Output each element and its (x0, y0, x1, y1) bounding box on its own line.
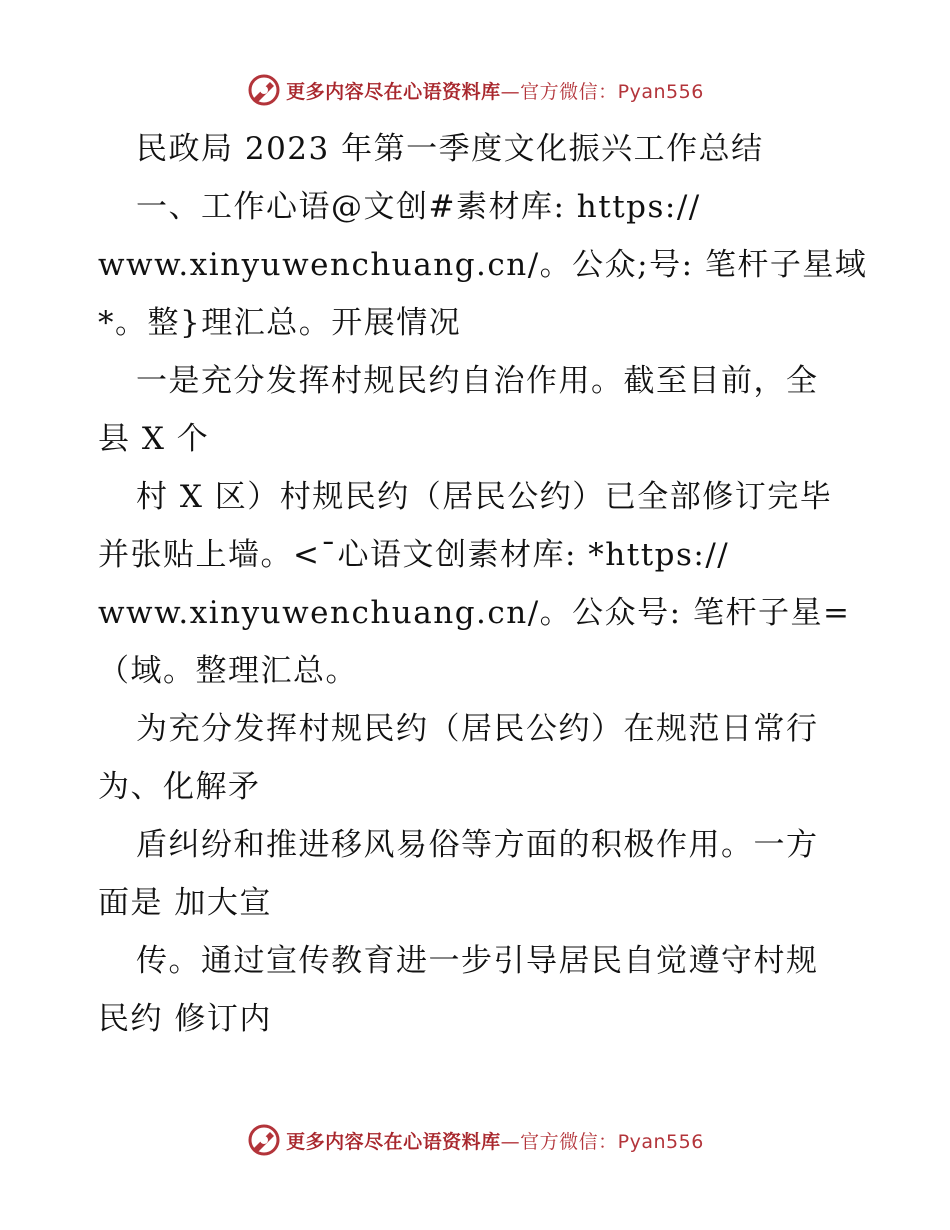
text-line: 一是充分发挥村规民约自治作用。截至目前，全 (136, 363, 819, 399)
text-line: （域。整理汇总。 (98, 653, 358, 689)
banner-brand: 更多内容尽在心语资料库 (286, 80, 501, 103)
banner-text (286, 77, 704, 104)
text-line: 并张贴上墙。<¯心语文创素材库: *https:// (98, 537, 730, 573)
text-line: 村 X 区）村规民约（居民公约）已全部修订完毕 (136, 479, 833, 515)
text-line: www.xinyuwenchuang.cn/。公众;号: 笔杆子星域 (98, 247, 868, 283)
banner-text (286, 1127, 704, 1154)
text-line: 民约 修订内 (98, 1001, 272, 1037)
text-line: *。整}理汇总。开展情况 (98, 305, 462, 341)
pen-logo-icon (246, 1122, 282, 1158)
header-banner (0, 68, 950, 112)
text-line: www.xinyuwenchuang.cn/。公众号: 笔杆子星= (98, 595, 851, 631)
document-body (98, 120, 868, 1048)
text-line: 为、化解矛 (98, 769, 261, 805)
text-line: 传。通过宣传教育进一步引导居民自觉遵守村规 (136, 943, 819, 979)
banner-brand: 更多内容尽在心语资料库 (286, 1130, 501, 1153)
banner-contact: —官方微信：Pyan556 (500, 1130, 704, 1153)
text-line: 民政局 2023 年第一季度文化振兴工作总结 (136, 131, 764, 167)
text-line: 面是 加大宣 (98, 885, 272, 921)
text-line: 一、工作心语@文创#素材库: https:// (136, 189, 701, 225)
pen-logo-icon (246, 72, 282, 108)
text-line: 县 X 个 (98, 421, 210, 457)
footer-banner (0, 1118, 950, 1162)
text-line: 盾纠纷和推进移风易俗等方面的积极作用。一方 (136, 827, 819, 863)
banner-contact: —官方微信：Pyan556 (500, 80, 704, 103)
text-line: 为充分发挥村规民约（居民公约）在规范日常行 (136, 711, 819, 747)
